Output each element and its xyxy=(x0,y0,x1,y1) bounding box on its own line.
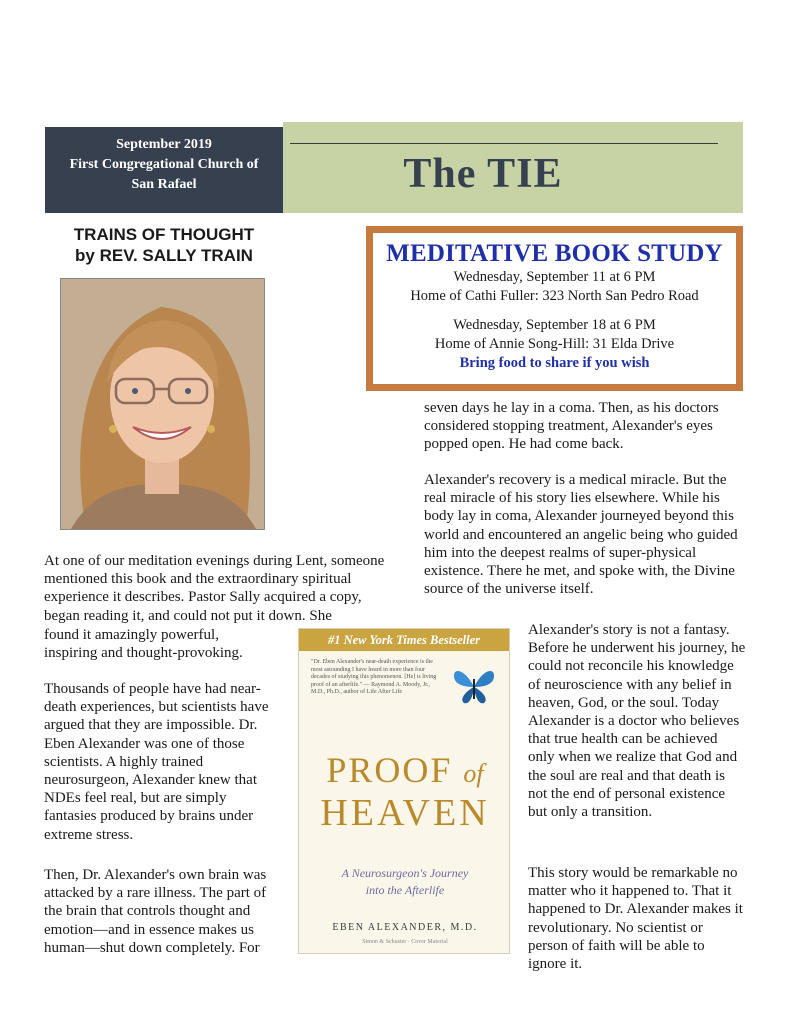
book-cover xyxy=(298,628,510,954)
book-title-word-of: of xyxy=(463,759,484,788)
issue-date: September 2019 xyxy=(116,137,212,152)
article-paragraph: This story would be remarkable no matter who it happened to. That it happened to Dr. Alexander makes it revolutionary. No scientist or person of faith will be able to ignore it. xyxy=(528,865,743,973)
column-byline: by REV. SALLY TRAIN xyxy=(75,246,253,265)
book-subtitle xyxy=(299,865,511,899)
book-subtitle-line1: A Neurosurgeon's Journey xyxy=(341,866,469,880)
article-paragraph: Alexander's recovery is a medical miracle. But the real miracle of his story lies elsewhere. While his body lay in coma, Alexander journeyed beyond this world and encountered an angelic being who guided him into the deepest realms of super-physical existence. There he met, and spoke with, the Divine source of the universe itself. xyxy=(424,472,738,598)
book-title-line2: HEAVEN xyxy=(320,792,490,834)
church-name-line1: First Congregational Church of xyxy=(69,157,259,172)
column-heading xyxy=(44,224,284,266)
book-subtitle-line2: into the Afterlife xyxy=(365,883,445,897)
book-publisher-note: Simon & Schuster · Cover Material xyxy=(362,939,448,945)
article-paragraph: seven days he lay in a coma. Then, as his doctors considered stopping treatment, Alexander's eyes popped open. He had come back. xyxy=(424,400,719,453)
book-bestseller-banner: #1 New York Times Bestseller xyxy=(299,629,509,651)
session2-location: Home of Annie Song-Hill: 31 Elda Drive xyxy=(434,336,675,352)
author-photo xyxy=(60,278,265,530)
book-study-note: Bring food to share if you wish xyxy=(459,355,650,371)
article-paragraph: Alexander's story is not a fantasy. Before he underwent his journey, he could not reconcile his knowledge of neuroscience with any belief in heaven, God, or the soul. Today Alexander is a doctor who believes that true health can be achieved only when we realize that God and the soul are real and that death is not the end of personal existence but only a transition. xyxy=(528,622,746,821)
book-title-line1 xyxy=(299,749,511,791)
masthead-info-block xyxy=(45,127,283,213)
session1-datetime: Wednesday, September 11 at 6 PM xyxy=(453,269,656,285)
book-title-word-proof: PROOF xyxy=(326,750,453,790)
column-title: TRAINS OF THOUGHT xyxy=(73,225,255,244)
session1-location: Home of Cathi Fuller: 323 North San Pedro Road xyxy=(410,288,699,304)
article-paragraph: At one of our meditation evenings during Lent, someone mentioned this book and the extraordinary spiritual experience it describes. Pastor Sally acquired a copy, began reading it, and could not put it down. She xyxy=(44,553,385,624)
book-author: EBEN ALEXANDER, M.D. xyxy=(332,922,478,933)
book-study-title: MEDITATIVE BOOK STUDY xyxy=(386,240,723,267)
portrait-illustration xyxy=(61,279,264,529)
church-name-line2: San Rafael xyxy=(131,177,197,192)
masthead-rule xyxy=(290,143,718,144)
article-paragraph: Then, Dr. Alexander's own brain was attacked by a rare illness. The part of the brain that controls thought and emotion—and in essence makes us human—shut down completely. For xyxy=(44,867,267,956)
book-study-box xyxy=(366,226,743,391)
book-blurb: "Dr. Eben Alexander's near-death experience is the most astounding I have heard in more than four decades of studying this phenomenon. [He] is living proof of an afterlife." — Raymond A. Moody, Jr., M.D., Ph.D., author of Life After Life xyxy=(311,659,437,695)
butterfly-icon xyxy=(451,665,497,707)
newsletter-title: The TIE xyxy=(403,151,563,197)
article-paragraph: found it amazingly powerful, inspiring and thought-provoking. xyxy=(44,627,243,662)
article-paragraph: Thousands of people have had near-death experiences, but scientists have argued that they are impossible. Dr. Eben Alexander was one of those scientists. A highly trained neurosurgeon, Alexander knew that NDEs feel real, but are simply fantasies produced by brains under extreme stress. xyxy=(44,681,269,843)
session2-datetime: Wednesday, September 18 at 6 PM xyxy=(453,317,656,333)
